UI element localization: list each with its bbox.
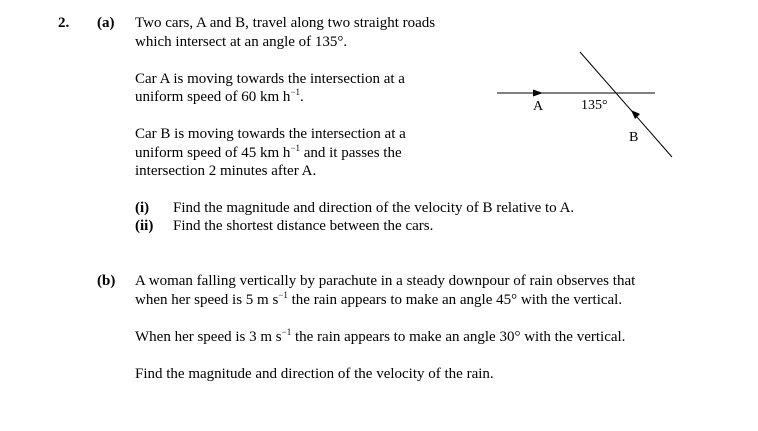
part-b-line3-start: When her speed is 3 m s <box>135 329 282 345</box>
car-a-speed-text: uniform speed of 60 km h <box>135 89 291 105</box>
part-b-line3 <box>135 329 625 346</box>
car-a-arrow-icon <box>533 90 543 97</box>
car-b-speed-text: uniform speed of 45 km h <box>135 145 291 161</box>
part-a-label: (a) <box>97 15 115 31</box>
subpart-ii-text: Find the shortest distance between the cars. <box>173 218 434 234</box>
angle-label: 135° <box>581 98 608 113</box>
part-a-intro-line2: which intersect at an angle of 135°. <box>135 34 348 50</box>
car-b-line2-end: and it passes the <box>299 145 402 161</box>
question-number: 2. <box>58 15 70 31</box>
car-b-line1: Car B is moving towards the intersection at a <box>135 126 406 142</box>
part-b-line3-exponent: −1 <box>281 327 292 337</box>
car-b-arrow-icon <box>631 110 640 119</box>
car-a-line2-end: . <box>299 89 304 105</box>
part-b-line4: Find the magnitude and direction of the velocity of the rain. <box>135 366 494 382</box>
car-b-line3: intersection 2 minutes after A. <box>135 163 317 179</box>
label-b: B <box>629 130 639 145</box>
part-b-line2-end: the rain appears to make an angle 45° with the vertical. <box>287 292 623 308</box>
subpart-ii-label: (ii) <box>135 218 154 234</box>
part-b-line1: A woman falling vertically by parachute in a steady downpour of rain observes that <box>135 273 636 289</box>
car-b-unit-exponent: −1 <box>290 143 300 153</box>
part-b-line2-start: when her speed is 5 m s <box>135 292 279 308</box>
label-a: A <box>533 99 544 114</box>
part-b-line2 <box>135 292 622 309</box>
car-a-line1: Car A is moving towards the intersection at a <box>135 71 405 87</box>
subpart-i-text: Find the magnitude and direction of the velocity of B relative to A. <box>173 200 575 216</box>
part-a-intro-line1: Two cars, A and B, travel along two straight roads <box>135 15 436 31</box>
part-b-line3-end: the rain appears to make an angle 30° with the vertical. <box>291 329 626 345</box>
car-a-unit-exponent: −1 <box>290 87 300 97</box>
part-b-label: (b) <box>97 273 116 289</box>
part-b-line2-exponent: −1 <box>278 290 288 300</box>
subpart-i-label: (i) <box>135 200 150 216</box>
